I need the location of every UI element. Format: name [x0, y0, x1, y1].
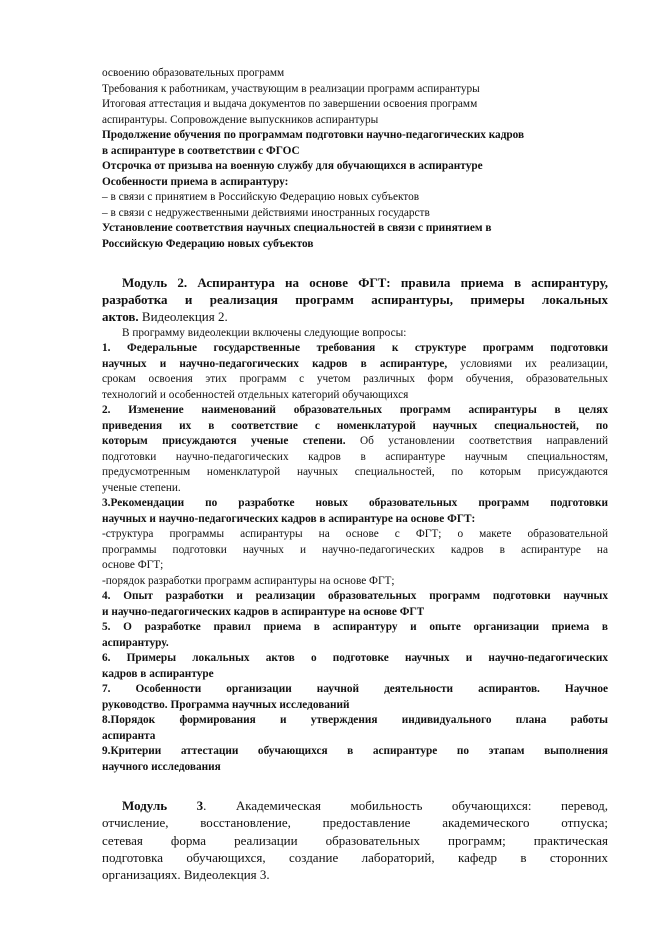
question-item	[102, 713, 608, 744]
question-line	[102, 357, 608, 373]
question-line	[102, 512, 608, 528]
heading-line	[102, 866, 608, 883]
text-line: Отсрочка от призыва на военную службу для обучающихся в аспирантуре	[102, 160, 483, 172]
question-line	[102, 434, 608, 450]
question-text: предусмотренным номенклатурой научных специальностей, по которым присуждаются	[102, 466, 608, 479]
question-line	[102, 403, 608, 419]
question-text: программы подготовки научных и научно-педагогических кадров в аспирантуре на	[102, 543, 608, 556]
question-text: руководство. Программа научных исследований	[102, 698, 350, 711]
question-list	[102, 341, 608, 775]
question-text: 3.Рекомендации по разработке новых образовательных программ подготовки	[102, 497, 608, 510]
question-line	[102, 372, 608, 388]
module-2-heading	[102, 274, 608, 326]
question-item	[102, 620, 608, 651]
question-text: кадров в аспирантуре	[102, 667, 214, 680]
heading-line: Модуль 2. Аспирантура на основе ФГТ: правила приема в аспирантуру,	[122, 275, 608, 290]
question-text: 9.Критерии аттестации обучающихся в аспирантуре по этапам выполнения	[102, 745, 608, 758]
question-tail: условиями их реализации,	[447, 357, 608, 370]
heading-line	[102, 797, 608, 814]
question-line	[102, 744, 608, 760]
question-text: и научно-педагогических кадров в аспирантуре на основе ФГТ	[102, 605, 425, 618]
heading-line	[102, 308, 608, 325]
question-line	[102, 698, 608, 714]
question-text: приведения их в соответствие с номенклатурой научных специальностей, по	[102, 419, 608, 432]
text-line: Установление соответствия научных специальностей в связи с принятием в	[102, 222, 492, 234]
question-item	[102, 496, 608, 589]
heading-line: разработка и реализация программ аспирантуры, примеры локальных	[102, 292, 608, 308]
text-line: Продолжение обучения по программам подготовки научно-педагогических кадров	[102, 129, 525, 141]
question-text: которым присуждаются ученые степени.	[102, 435, 346, 448]
question-text: аспирантуру.	[102, 636, 169, 649]
question-text: научного исследования	[102, 760, 221, 773]
question-text: -структура программы аспирантуры на основе с ФГТ; о макете образовательной	[102, 528, 608, 541]
question-text: ученые степени.	[102, 481, 181, 494]
question-line	[102, 419, 608, 435]
text-line: Итоговая аттестация и выдача документов по завершении освоения программ	[102, 98, 478, 110]
heading-bold-part: Модуль 3	[122, 798, 204, 814]
text-line: Требования к работникам, участвующим в реализации программ аспирантуры	[102, 82, 480, 95]
text-line: аспирантуры. Сопровождение выпускников аспирантуры	[102, 113, 379, 126]
question-item	[102, 651, 608, 682]
question-text: -порядок разработки программ аспирантуры на основе ФГТ;	[102, 574, 395, 587]
question-text: 4. Опыт разработки и реализации образовательных программ подготовки научных	[102, 590, 608, 603]
question-text: основе ФГТ;	[102, 559, 164, 572]
question-line	[102, 496, 608, 512]
question-item	[102, 403, 608, 496]
top-section	[102, 66, 608, 252]
question-text: подготовки научно-педагогических кадров в аспирантуре научным специальностям,	[102, 450, 608, 463]
text-line: Особенности приема в аспирантуру:	[102, 175, 289, 188]
question-text: научных и научно-педагогических кадров в аспирантуре,	[102, 357, 448, 370]
heading-normal-part: организациях.	[102, 866, 181, 882]
question-line	[102, 388, 608, 404]
question-line	[102, 667, 608, 683]
question-line	[102, 651, 608, 667]
question-line	[102, 574, 608, 590]
heading-line: сетевая форма реализации образовательных программ; практическая	[102, 832, 608, 848]
question-text: аспиранта	[102, 729, 156, 742]
question-text: технологий и особенностей отдельных категорий обучающихся	[102, 388, 409, 401]
question-text: 1. Федеральные государственные требования к структуре программ подготовки	[102, 342, 608, 355]
heading-tail: Видеолекция 2.	[138, 309, 228, 325]
heading-bold-part: актов.	[102, 309, 139, 325]
question-line	[102, 729, 608, 745]
question-line	[102, 527, 608, 543]
question-line	[102, 620, 608, 636]
heading-tail: Видеолекция 3.	[180, 866, 270, 882]
question-text: 8.Порядок формирования и утверждения индивидуального плана работы	[102, 714, 608, 727]
question-text: 6. Примеры локальных актов о подготовке научных и научно-педагогических	[102, 652, 608, 665]
text-line: Российскую Федерацию новых субъектов	[102, 237, 314, 250]
text-line: – в связи с принятием в Российскую Федерацию новых субъектов	[102, 191, 420, 203]
question-line	[102, 481, 608, 497]
question-line	[102, 760, 608, 776]
document-page	[102, 66, 608, 883]
question-line	[102, 682, 608, 698]
question-text: 5. О разработке правил приема в аспирантуру и опыте организации приема в	[102, 621, 608, 634]
question-item	[102, 682, 608, 713]
question-item	[102, 589, 608, 620]
question-line	[102, 341, 608, 357]
question-text: срокам освоения этих программ с учетом различных форм обучения, образовательных	[102, 373, 608, 386]
question-line	[102, 636, 608, 652]
intro-text: В программу видеолекции включены следующие вопросы:	[122, 326, 407, 339]
question-line	[102, 589, 608, 605]
text-line: освоению образовательных программ	[102, 67, 285, 79]
question-tail: Об установлении соответствия направлений	[345, 435, 608, 448]
question-line	[102, 543, 608, 559]
question-text: 2. Изменение наименований образовательных программ аспирантуры в целях	[102, 404, 608, 417]
heading-line: отчисление, восстановление, предоставление академического отпуска;	[102, 815, 608, 831]
question-line	[102, 558, 608, 574]
question-item	[102, 341, 608, 403]
question-line	[102, 713, 608, 729]
question-text: научных и научно-педагогических кадров в аспирантуре на основе ФГТ:	[102, 512, 476, 525]
module-3-heading	[102, 797, 608, 883]
text-line: – в связи с недружественными действиями иностранных государств	[102, 206, 430, 219]
question-item	[102, 744, 608, 775]
heading-rest: . Академическая мобильность обучающихся: перевод,	[203, 798, 608, 814]
text-line: в аспирантуре в соответствии с ФГОС	[102, 144, 300, 157]
question-line	[102, 465, 608, 481]
question-line	[102, 450, 608, 466]
question-line	[102, 605, 608, 621]
question-text: 7. Особенности организации научной деятельности аспирантов. Научное	[102, 683, 608, 696]
heading-line: подготовка обучающихся, создание лабораторий, кафедр в сторонних	[102, 849, 608, 865]
